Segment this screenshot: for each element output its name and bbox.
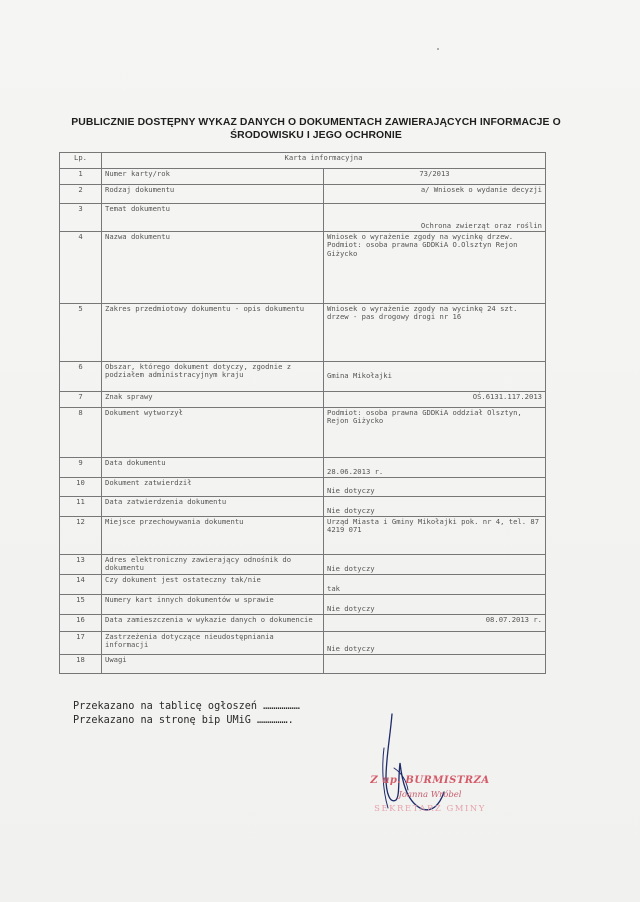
row-lp: 8 <box>60 408 102 458</box>
row-field: Czy dokument jest ostateczny tak/nie <box>102 575 324 595</box>
table-row <box>60 362 546 392</box>
row-field: Adres elektroniczny zawierający odnośnik do dokumentu <box>102 555 324 575</box>
row-value <box>324 655 546 674</box>
row-field: Zakres przedmiotowy dokumentu - opis dokumentu <box>102 304 324 362</box>
stamp-line-2: Joanna Wróbel <box>398 790 462 800</box>
row-lp: 13 <box>60 555 102 575</box>
table-header-row <box>60 153 546 169</box>
table-row <box>60 204 546 232</box>
row-field: Dokument zatwierdził <box>102 478 324 497</box>
footer-bip: Przekazano na stronę bip UMiG ……………. <box>73 715 294 726</box>
row-value: Nie dotyczy <box>324 555 546 575</box>
row-field: Rodzaj dokumentu <box>102 185 324 204</box>
row-value: Gmina Mikołajki <box>324 362 546 392</box>
row-field: Temat dokumentu <box>102 204 324 232</box>
row-lp: 16 <box>60 615 102 632</box>
row-value: 73/2013 <box>324 169 546 185</box>
row-field: Uwagi <box>102 655 324 674</box>
scan-speck <box>437 48 439 50</box>
table-row <box>60 392 546 408</box>
table-row <box>60 655 546 674</box>
header-card: Karta informacyjna <box>102 153 546 169</box>
row-lp: 11 <box>60 497 102 517</box>
title-line-1: PUBLICZNIE DOSTĘPNY WYKAZ DANYCH O DOKUMENTACH ZAWIERAJĄCYCH INFORMACJE O <box>71 117 561 128</box>
row-value: 08.07.2013 r. <box>324 615 546 632</box>
stamp-line-1: Z up. BURMISTRZA <box>370 775 490 786</box>
row-lp: 18 <box>60 655 102 674</box>
row-value: tak <box>324 575 546 595</box>
official-stamp <box>360 774 500 816</box>
row-field: Data zatwierdzenia dokumentu <box>102 497 324 517</box>
row-value: Urząd Miasta i Gminy Mikołajki pok. nr 4, tel. 87 4219 071 <box>324 517 546 555</box>
row-field: Data zamieszczenia w wykazie danych o dokumencie <box>102 615 324 632</box>
row-lp: 15 <box>60 595 102 615</box>
table-row <box>60 458 546 478</box>
row-lp: 10 <box>60 478 102 497</box>
table-row <box>60 478 546 497</box>
table-row <box>60 517 546 555</box>
info-card-table <box>59 152 546 674</box>
title-line-2: ŚRODOWISKU I JEGO OCHRONIE <box>230 130 402 141</box>
row-lp: 2 <box>60 185 102 204</box>
row-lp: 17 <box>60 632 102 655</box>
row-field: Obszar, którego dokument dotyczy, zgodnie z podziałem administracyjnym kraju <box>102 362 324 392</box>
row-lp: 9 <box>60 458 102 478</box>
row-value: OŚ.6131.117.2013 <box>324 392 546 408</box>
table-row <box>60 595 546 615</box>
row-value: Nie dotyczy <box>324 632 546 655</box>
table-row <box>60 555 546 575</box>
row-value: Wniosek o wyrażenie zgody na wycinkę drzew. Podmiot: osoba prawna GDDKiA O.Olsztyn Rejon Giżycko <box>324 232 546 304</box>
row-value: Wniosek o wyrażenie zgody na wycinkę 24 szt. drzew - pas drogowy drogi nr 16 <box>324 304 546 362</box>
table-row <box>60 497 546 517</box>
table-row <box>60 615 546 632</box>
table-row <box>60 632 546 655</box>
row-field: Miejsce przechowywania dokumentu <box>102 517 324 555</box>
row-lp: 6 <box>60 362 102 392</box>
row-value: Nie dotyczy <box>324 497 546 517</box>
table-row <box>60 408 546 458</box>
footer-notes <box>73 700 300 728</box>
row-value: Podmiot: osoba prawna GDDKiA oddział Olsztyn, Rejon Giżycko <box>324 408 546 458</box>
row-field: Dokument wytworzył <box>102 408 324 458</box>
row-field: Nazwa dokumentu <box>102 232 324 304</box>
table-row <box>60 304 546 362</box>
row-lp: 5 <box>60 304 102 362</box>
row-field: Data dokumentu <box>102 458 324 478</box>
footer-notice-board: Przekazano na tablicę ogłoszeń ……………… <box>73 701 300 712</box>
row-value: Nie dotyczy <box>324 478 546 497</box>
table-row <box>60 232 546 304</box>
row-lp: 14 <box>60 575 102 595</box>
row-lp: 4 <box>60 232 102 304</box>
table-row <box>60 169 546 185</box>
header-lp: Lp. <box>60 153 102 169</box>
table-row <box>60 185 546 204</box>
row-field: Numer karty/rok <box>102 169 324 185</box>
row-field: Numery kart innych dokumentów w sprawie <box>102 595 324 615</box>
page-title <box>60 116 572 142</box>
stamp-line-3: SEKRETARZ GMINY <box>374 804 486 814</box>
row-lp: 3 <box>60 204 102 232</box>
table-row <box>60 575 546 595</box>
row-lp: 12 <box>60 517 102 555</box>
row-field: Zastrzeżenia dotyczące nieudostępniania informacji <box>102 632 324 655</box>
row-value: Ochrona zwierząt oraz roślin <box>324 204 546 232</box>
row-lp: 1 <box>60 169 102 185</box>
row-value: a/ Wniosek o wydanie decyzji <box>324 185 546 204</box>
row-value: 28.06.2013 r. <box>324 458 546 478</box>
row-field: Znak sprawy <box>102 392 324 408</box>
row-lp: 7 <box>60 392 102 408</box>
row-value: Nie dotyczy <box>324 595 546 615</box>
